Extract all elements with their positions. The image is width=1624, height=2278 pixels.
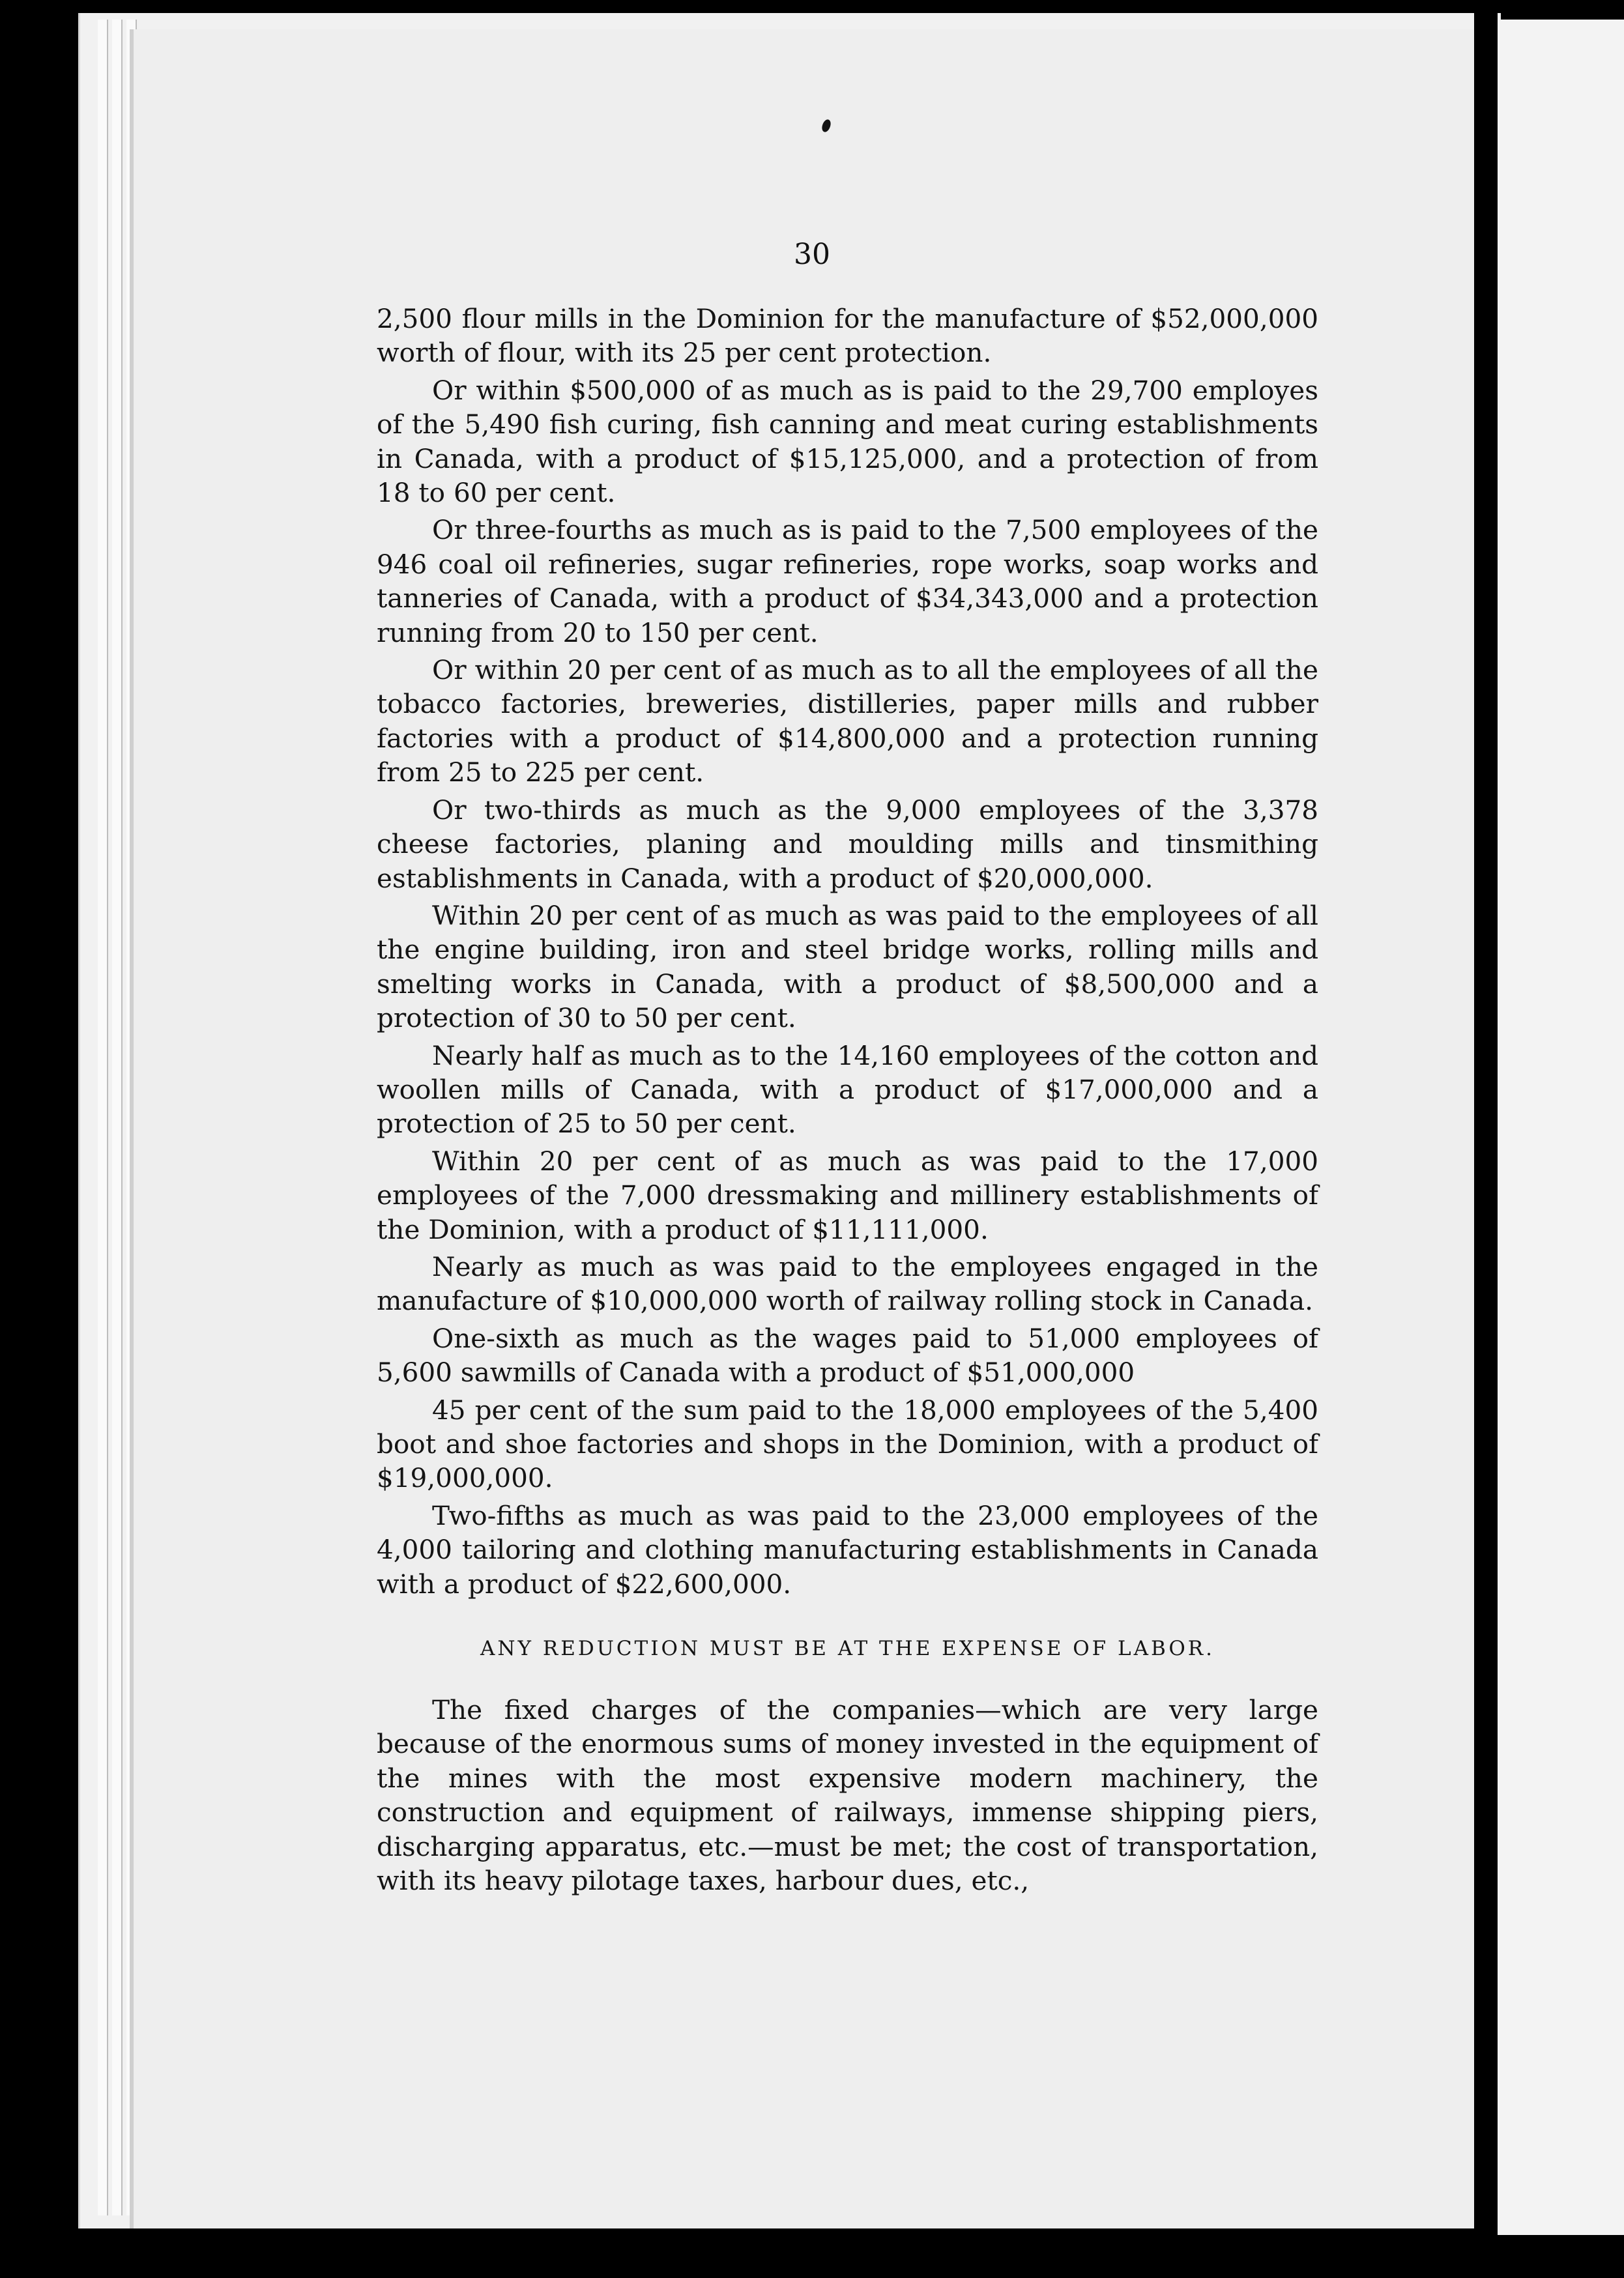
page-stack-edge	[98, 20, 108, 2215]
paragraph: One-sixth as much as the wages paid to 51,000 employees of 5,600 sawmills of Canada with a product of $51,000,000	[377, 1322, 1318, 1389]
paragraph: Or within 20 per cent of as much as to all the employees of all the tobacco factories, breweries, distilleries, paper mills and rubber factories with a product of $14,800,000 and a protection running from 25 to 225 per cent.	[377, 654, 1318, 788]
paragraph: Nearly half as much as to the 14,160 employees of the cotton and woollen mills of Canada, with a product of $17,000,000 and a protection of 25 to 50 per cent.	[377, 1039, 1318, 1140]
paragraph: The fixed charges of the companies—which are very large because of the enormous sums of money invested in the equipment of the mines with the most expensive modern machinery, the construction and equipment of railways, immense shipping piers, discharging apparatus, etc.—must be met; the cost of transportation, with its heavy pilotage taxes, harbour dues, etc.,	[377, 1694, 1318, 1897]
paragraph: Nearly as much as was paid to the employees engaged in the manufacture of $10,000,000 worth of railway rolling stock in Canada.	[377, 1250, 1318, 1317]
book-gutter	[1474, 0, 1498, 2278]
paragraph: Two-fifths as much as was paid to the 23,000 employees of the 4,000 tailoring and clothing manufacturing establishments in Canada with a product of $22,600,000.	[377, 1499, 1318, 1600]
paragraph: Within 20 per cent of as much as was paid to the 17,000 employees of the 7,000 dressmaking and millinery establishments of the Dominion, with a product of $11,111,000.	[377, 1145, 1318, 1245]
paragraph: Or two-thirds as much as the 9,000 employees of the 3,378 cheese factories, planing and moulding mills and tinsmithing establishments in Canada, with a product of $20,000,000.	[377, 794, 1318, 894]
section-heading: ANY REDUCTION MUST BE AT THE EXPENSE OF LABOR.	[480, 1637, 1215, 1661]
paragraph: 45 per cent of the sum paid to the 18,000 employees of the 5,400 boot and shoe factories and shops in the Dominion, with a product of $19,000,000.	[377, 1394, 1318, 1494]
body-text	[377, 302, 1318, 1901]
paragraph: 2,500 flour mills in the Dominion for the manufacture of $52,000,000 worth of flour, with its 25 per cent protection.	[377, 303, 1318, 369]
paragraph: Within 20 per cent of as much as was paid to the employees of all the engine building, iron and steel bridge works, rolling mills and smelting works in Canada, with a product of $8,500,000 and a protection of 30 to 50 per cent.	[377, 899, 1318, 1034]
adjacent-page-edge	[1498, 20, 1624, 2235]
paragraph: Or three-fourths as much as is paid to the 7,500 employees of the 946 coal oil refineries, sugar refineries, rope works, soap works and tanneries of Canada, with a product of $34,343,000 and a protection running from 20 to 150 per cent.	[377, 514, 1318, 648]
paragraph: Or within $500,000 of as much as is paid to the 29,700 employes of the 5,490 fish curing, fish canning and meat curing establishments in Canada, with a product of $15,125,000, and a protection of from 18 to 60 per cent.	[377, 374, 1318, 509]
page-number: 30	[794, 238, 830, 271]
page-stack-edge	[112, 20, 123, 2215]
